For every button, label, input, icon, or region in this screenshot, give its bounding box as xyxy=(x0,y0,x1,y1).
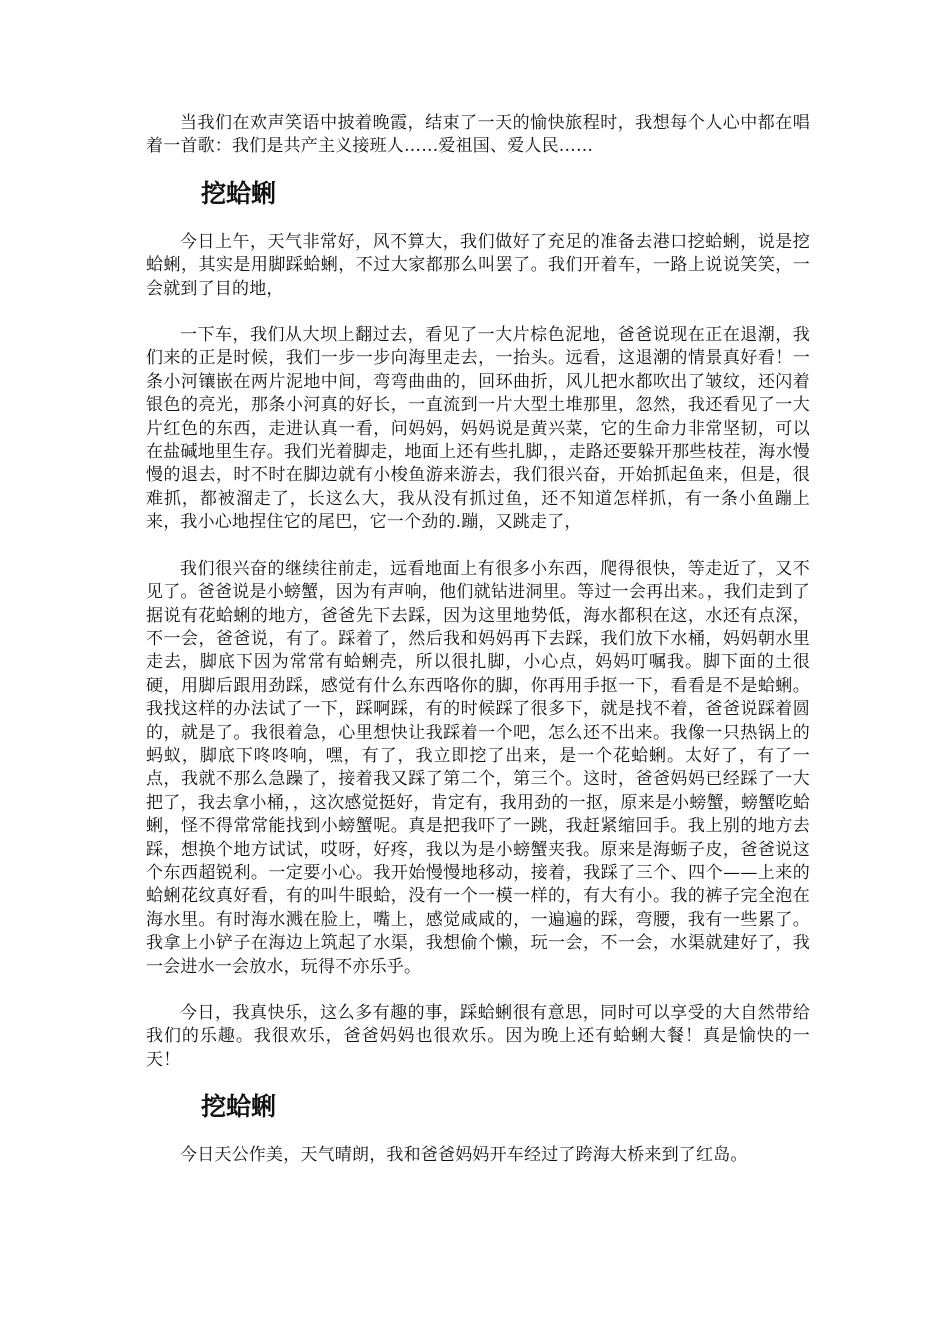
document-page xyxy=(146,112,810,1168)
essay1-paragraph-1: 今日上午，天气非常好，风不算大，我们做好了充足的准备去港口挖蛤蜊，说是挖蛤蜊，其实是用脚踩蛤蜊，不过大家都那么叫罢了。我们开着车，一路上说说笑笑，一会就到了目的地， xyxy=(146,231,810,299)
essay2-paragraph-1: 今日天公作美，天气晴朗，我和爸爸妈妈开车经过了跨海大桥来到了红岛。 xyxy=(180,1145,748,1166)
essay1-paragraph-4: 今日，我真快乐，这么多有趣的事，踩蛤蜊很有意思，同时可以享受的大自然带给我们的乐趣。我很欢乐，爸爸妈妈也很欢乐。因为晚上还有蛤蜊大餐！真是愉快的一天！ xyxy=(146,1003,810,1070)
essay1-paragraph-3: 我们很兴奋的继续往前走，远看地面上有很多小东西，爬得很快，等走近了，又不见了。爸爸说是小螃蟹，因为有声响，他们就钻进洞里。等过一会再出来。，我们走到了据说有花蛤蜊的地方，爸爸先下去踩，因为这里地势低，海水都积在这，水还有点深，不一会，爸爸说，有了。踩着了，然后我和妈妈再下去踩，我们放下水桶，妈妈朝水里走去，脚底下因为常常有蛤蜊壳，所以很扎脚，小心点，妈妈叮嘱我。脚下面的土很硬，用脚后跟用劲踩，感觉有什么东西咯你的脚，你再用手抠一下，看看是不是蛤蜊。我找这样的办法试了一下，踩啊踩，有的时候踩了很多下，就是找不着，爸爸说踩着圆的，就是了。我很着急，心里想快让我踩着一个吧，怎么还不出来。我像一只热锅上的蚂蚁，脚底下咚咚响，嘿，有了，我立即挖了出来，是一个花蛤蜊。太好了，有了一点，我就不那么急躁了，接着我又踩了第二个，第三个。这时，爸爸妈妈已经踩了一大把了，我去拿小桶，，这次感觉挺好，肯定有，我用劲的一抠，原来是小螃蟹，螃蟹吃蛤蜊，怪不得常常能找到小螃蟹呢。真是把我吓了一跳，我赶紧缩回手。我上别的地方去踩，想换个地方试试，哎呀，好疼，我以为是小螃蟹夹我。原来是海蛎子皮，爸爸说这个东西超锐利。一定要小心。我开始慢慢地移动，接着，我踩了三个、四个——上来的蛤蜊花纹真好看，有的叫牛眼蛤，没有一个一模一样的，有大有小。我的裤子完全泡在海水里。有时海水溅在脸上，嘴上，感觉咸咸的，一遍遍的踩，弯腰，我有一些累了。我拿上小铲子在海边上筑起了水渠，我想偷个懒，玩一会，不一会，水渠就建好了，我一会进水一会放水，玩得不亦乐乎。 xyxy=(146,558,810,977)
intro-paragraph: 当我们在欢声笑语中披着晚霞，结束了一天的愉快旅程时，我想每个人心中都在唱着一首歌：我们是共产主义接班人……爱祖国、爱人民…… xyxy=(146,113,810,157)
essay1-paragraph-2: 一下车，我们从大坝上翻过去，看见了一大片棕色泥地，爸爸说现在正在退潮，我们来的正是时候，我们一步一步向海里走去，一抬头。远看，这退潮的情景真好看！一条小河镶嵌在两片泥地中间，弯弯曲曲的，回环曲折，风儿把水都吹出了皱纹，还闪着银色的亮光，那条小河真的好长，一直流到一片大型土堆那里，忽然，我还看见了一大片红色的东西，走进认真一看，问妈妈，妈妈说是黄兴菜，它的生命力非常坚韧，可以在盐碱地里生存。我们光着脚走，地面上还有些扎脚，，走路还要躲开那些枝茬，海水慢慢的退去，时不时在脚边就有小梭鱼游来游去，我们很兴奋，开始抓起鱼来，但是，很难抓，都被溜走了，长这么大，我从没有抓过鱼，还不知道怎样抓，有一条小鱼蹦上来，我小心地捏住它的尾巴，它一个劲的.蹦，又跳走了， xyxy=(146,325,810,533)
essay-title-2: 挖蛤蜊 xyxy=(201,1092,277,1122)
essay-title-1: 挖蛤蜊 xyxy=(201,178,277,208)
